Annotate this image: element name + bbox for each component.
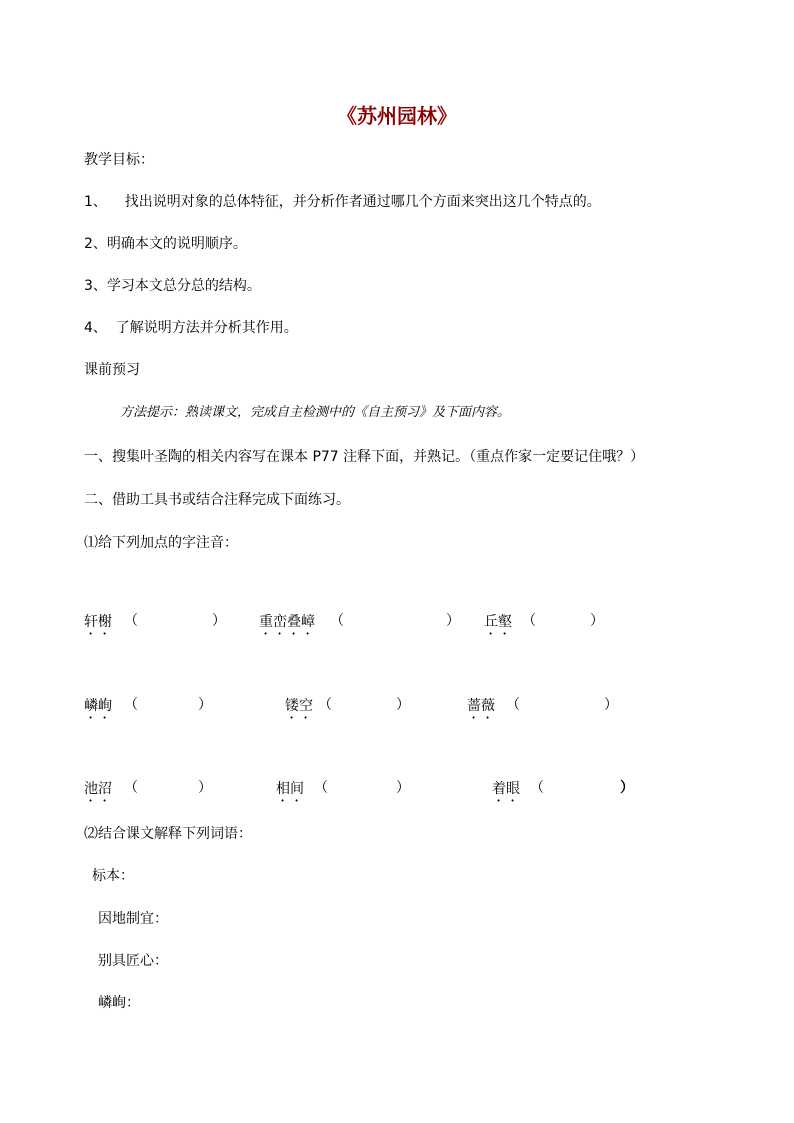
pinyin-word: 丘壑 — [484, 614, 512, 630]
pinyin-open-paren: （ — [530, 780, 544, 796]
pinyin-close-paren: ） — [198, 697, 212, 713]
pinyin-word: 蔷薇 — [467, 698, 495, 714]
pinyin-word: 相间 — [276, 781, 304, 797]
pinyin-close-paren: ） — [396, 780, 410, 796]
pinyin-open-paren: （ — [124, 613, 138, 629]
pinyin-close-paren: ） — [212, 613, 226, 629]
pinyin-open-paren: （ — [314, 780, 328, 796]
pinyin-open-paren: （ — [330, 613, 344, 629]
goals-heading: 教学目标： — [84, 152, 154, 168]
sub-task-2: ⑵结合课文解释下列词语： — [84, 826, 252, 842]
term-item: 别具匠心： — [98, 953, 168, 969]
task-1: 一、搜集叶圣陶的相关内容写在课本 P77 注释下面，并熟记。（重点作家一定要记住哦？） — [84, 449, 645, 465]
goal-item-3: 3、学习本文总分总的结构。 — [84, 278, 261, 294]
goal-item-2: 2、明确本文的说明顺序。 — [84, 236, 247, 252]
pinyin-open-paren: （ — [506, 697, 520, 713]
method-tip: 方法提示：熟读课文，完成自主检测中的《自主预习》及下面内容。 — [120, 405, 511, 420]
pinyin-open-paren: （ — [124, 697, 138, 713]
term-item: 标本： — [92, 868, 134, 884]
pinyin-close-paren: ） — [396, 697, 410, 713]
pinyin-word: 重峦叠嶂 — [259, 614, 315, 630]
goal-item-4: 4、 了解说明方法并分析其作用。 — [84, 320, 298, 336]
pinyin-open-paren: （ — [124, 780, 138, 796]
pinyin-close-paren: ） — [446, 613, 460, 629]
task-2: 二、借助工具书或结合注释完成下面练习。 — [84, 492, 350, 508]
pinyin-open-paren: （ — [318, 697, 332, 713]
term-item: 嶙峋： — [98, 995, 140, 1011]
sub-task-1: ⑴给下列加点的字注音： — [84, 535, 238, 551]
pinyin-close-paren: ） — [620, 780, 634, 796]
pinyin-word: 嶙峋 — [84, 698, 112, 714]
pinyin-close-paren: ） — [590, 613, 604, 629]
preview-heading: 课前预习 — [84, 362, 140, 378]
goal-item-1: 1、 找出说明对象的总体特征，并分析作者通过哪几个方面来突出这几个特点的。 — [84, 194, 601, 210]
pinyin-close-paren: ） — [198, 780, 212, 796]
pinyin-word: 池沼 — [84, 781, 112, 797]
pinyin-word: 镂空 — [285, 698, 313, 714]
pinyin-open-paren: （ — [522, 613, 536, 629]
pinyin-word: 着眼 — [492, 781, 520, 797]
term-item: 因地制宜： — [98, 911, 168, 927]
pinyin-close-paren: ） — [604, 697, 618, 713]
pinyin-word: 轩榭 — [84, 614, 112, 630]
document-title: 《苏州园林》 — [337, 104, 457, 128]
